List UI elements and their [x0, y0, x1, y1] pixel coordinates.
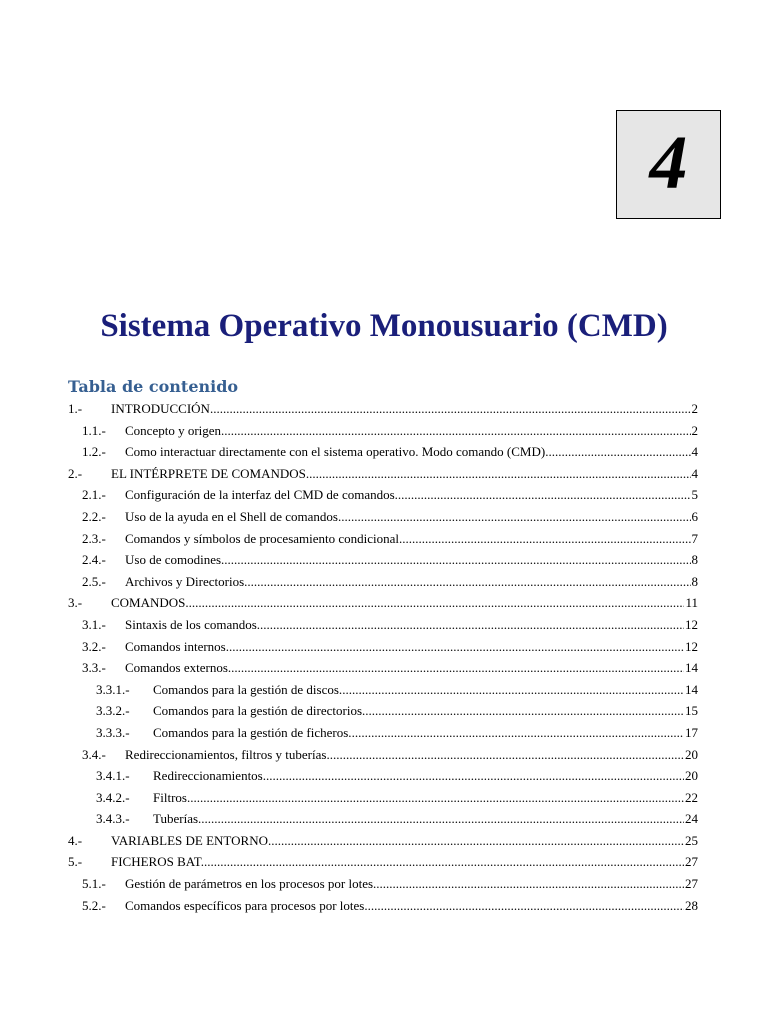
toc-entry-page: 14 [685, 681, 698, 697]
toc-entry-page: 20 [685, 768, 698, 784]
toc-dot-leader [190, 787, 684, 809]
toc-entry-number: 3.4.3.- [96, 811, 130, 827]
toc-dot-leader [210, 398, 691, 420]
toc-entry-title: Como interactuar directamente con el sistema operativo. Modo comando (CMD). [125, 444, 549, 460]
toc-entry[interactable] [68, 787, 698, 809]
toc-entry-page: 12 [685, 638, 698, 654]
toc-entry-number: 2.- [68, 465, 83, 481]
toc-dot-leader [398, 484, 691, 506]
toc-entry[interactable] [68, 679, 698, 701]
toc-entry-number: 1.2.- [82, 444, 106, 460]
toc-entry-title: Filtros. [153, 789, 191, 805]
toc-dot-leader [306, 463, 691, 485]
toc-entry-title: INTRODUCCIÓN [111, 401, 210, 416]
toc-entry-number: 2.1.- [82, 487, 106, 503]
toc-entry-page: 24 [685, 811, 698, 827]
toc-entry-title: Uso de comodines. [125, 552, 225, 568]
toc-entry-number: 3.3.3.- [96, 724, 130, 740]
toc-entry-page: 6 [691, 508, 698, 524]
toc-dot-leader [224, 549, 690, 571]
toc-entry-title: Configuración de la interfaz del CMD de comandos. [125, 487, 398, 503]
toc-entry-page: 27 [685, 854, 698, 870]
toc-dot-leader [224, 420, 690, 442]
toc-entry-number: 3.- [68, 595, 83, 611]
toc-entry-page: 25 [685, 832, 698, 848]
toc-entry-page: 27 [685, 876, 698, 892]
toc-entry-number: 5.1.- [82, 876, 106, 892]
toc-entry[interactable] [68, 722, 698, 744]
toc-entry-page: 8 [691, 552, 698, 568]
toc-dot-leader [189, 592, 685, 614]
toc-dot-leader [266, 765, 684, 787]
chapter-number: 4 [649, 120, 688, 205]
toc-entry-title: Gestión de parámetros en los procesos por lotes. [125, 876, 377, 892]
toc-entry-number: 2.3.- [82, 530, 106, 546]
toc-entry-title: VARIABLES DE ENTORNO [111, 832, 268, 848]
toc-entry-number: 3.4.1.- [96, 768, 130, 784]
toc-dot-leader [368, 895, 684, 917]
toc-entry-page: 8 [691, 573, 698, 589]
toc-entry-number: 3.3.- [82, 660, 106, 676]
toc-entry-page: 4 [691, 444, 698, 460]
toc-entry-page: 7 [691, 530, 698, 546]
toc-entry[interactable] [68, 506, 698, 528]
toc-dot-leader [330, 744, 684, 766]
toc-entry[interactable] [68, 873, 698, 895]
toc-entry-number: 1.1.- [82, 422, 106, 438]
toc-entry-number: 2.4.- [82, 552, 106, 568]
toc-dot-leader [231, 657, 684, 679]
toc-entry[interactable] [68, 851, 698, 873]
toc-dot-leader [548, 441, 690, 463]
toc-entry-title: Comandos para la gestión de directorios. [153, 703, 366, 719]
toc-entry[interactable] [68, 614, 698, 636]
toc-entry-title: Comandos para la gestión de discos. [153, 681, 343, 697]
toc-entry-number: 3.3.1.- [96, 681, 130, 697]
toc-entry[interactable] [68, 830, 698, 852]
toc-entry[interactable] [68, 420, 698, 442]
toc-entry-number: 3.4.- [82, 746, 106, 762]
toc-entry-page: 2 [691, 401, 698, 416]
toc-entry-title: Comandos específicos para procesos por lotes. [125, 897, 368, 913]
toc-entry-title: Comandos externos. [125, 660, 232, 676]
toc-entry-number: 3.1.- [82, 616, 106, 632]
toc-entry-number: 3.4.2.- [96, 789, 130, 805]
toc-dot-leader [341, 506, 690, 528]
toc-entry-number: 4.- [68, 832, 83, 848]
toc-entry-page: 11 [685, 595, 698, 611]
toc-entry-number: 3.3.2.- [96, 703, 130, 719]
toc-entry-page: 20 [685, 746, 698, 762]
toc-entry[interactable] [68, 463, 698, 485]
toc-entry-title: Redireccionamientos. [153, 768, 266, 784]
toc-entry-title: Archivos y Directorios. [125, 573, 248, 589]
toc-dot-leader [247, 571, 690, 593]
toc-dot-leader [402, 528, 690, 550]
toc-entry-page: 15 [685, 703, 698, 719]
toc-entry-page: 5 [691, 487, 698, 503]
toc-entry[interactable] [68, 592, 698, 614]
toc-entry-title: COMANDOS. [111, 595, 189, 611]
toc-entry-title: Uso de la ayuda en el Shell de comandos. [125, 508, 342, 524]
toc-entry[interactable] [68, 765, 698, 787]
toc-entry[interactable] [68, 484, 698, 506]
toc-entry[interactable] [68, 398, 698, 420]
toc-dot-leader [257, 614, 684, 636]
toc-dot-leader [365, 700, 684, 722]
toc-entry-number: 3.2.- [82, 638, 106, 654]
toc-entry-title: Comandos para la gestión de ficheros. [153, 724, 352, 740]
toc-dot-leader [342, 679, 684, 701]
toc-dot-leader [352, 722, 684, 744]
toc-entry-number: 2.5.- [82, 573, 106, 589]
toc-dot-leader [204, 851, 684, 873]
toc-entry[interactable] [68, 441, 698, 463]
toc-entry[interactable] [68, 657, 698, 679]
toc-entry-number: 5.- [68, 854, 83, 870]
toc-dot-leader [201, 808, 684, 830]
document-title: Sistema Operativo Monousuario (CMD) [100, 308, 668, 344]
toc-entry-title: Redireccionamientos, filtros y tuberías. [125, 746, 330, 762]
toc-entry[interactable] [68, 528, 698, 550]
toc-entry-page: 22 [685, 789, 698, 805]
toc-entry-number: 1.- [68, 401, 83, 416]
toc-entry-number: 2.2.- [82, 508, 106, 524]
table-of-contents [68, 398, 698, 916]
toc-entry-page: 4 [691, 465, 698, 481]
toc-entry-page: 12 [685, 616, 698, 632]
toc-entry[interactable] [68, 808, 698, 830]
chapter-number-box [616, 110, 721, 219]
toc-entry[interactable] [68, 700, 698, 722]
toc-entry-title: EL INTÉRPRETE DE COMANDOS [111, 465, 306, 481]
toc-dot-leader [376, 873, 684, 895]
toc-entry-page: 2 [691, 422, 698, 438]
toc-entry[interactable] [68, 895, 698, 917]
toc-entry-page: 28 [685, 897, 698, 913]
toc-entry-title: Tuberías. [153, 811, 202, 827]
toc-entry[interactable] [68, 744, 698, 766]
toc-entry-title: Sintaxis de los comandos [125, 616, 257, 632]
toc-entry-title: FICHEROS BAT. [111, 854, 204, 870]
toc-dot-leader [268, 830, 684, 852]
toc-entry-page: 17 [685, 724, 698, 740]
toc-entry-title: Concepto y origen. [125, 422, 225, 438]
toc-entry-title: Comandos internos. [125, 638, 229, 654]
toc-dot-leader [229, 636, 684, 658]
toc-heading: Tabla de contenido [68, 377, 239, 396]
toc-entry-title: Comandos y símbolos de procesamiento condicional. [125, 530, 403, 546]
toc-entry-page: 14 [685, 660, 698, 676]
toc-entry[interactable] [68, 549, 698, 571]
toc-entry-number: 5.2.- [82, 897, 106, 913]
toc-entry[interactable] [68, 571, 698, 593]
toc-entry[interactable] [68, 636, 698, 658]
